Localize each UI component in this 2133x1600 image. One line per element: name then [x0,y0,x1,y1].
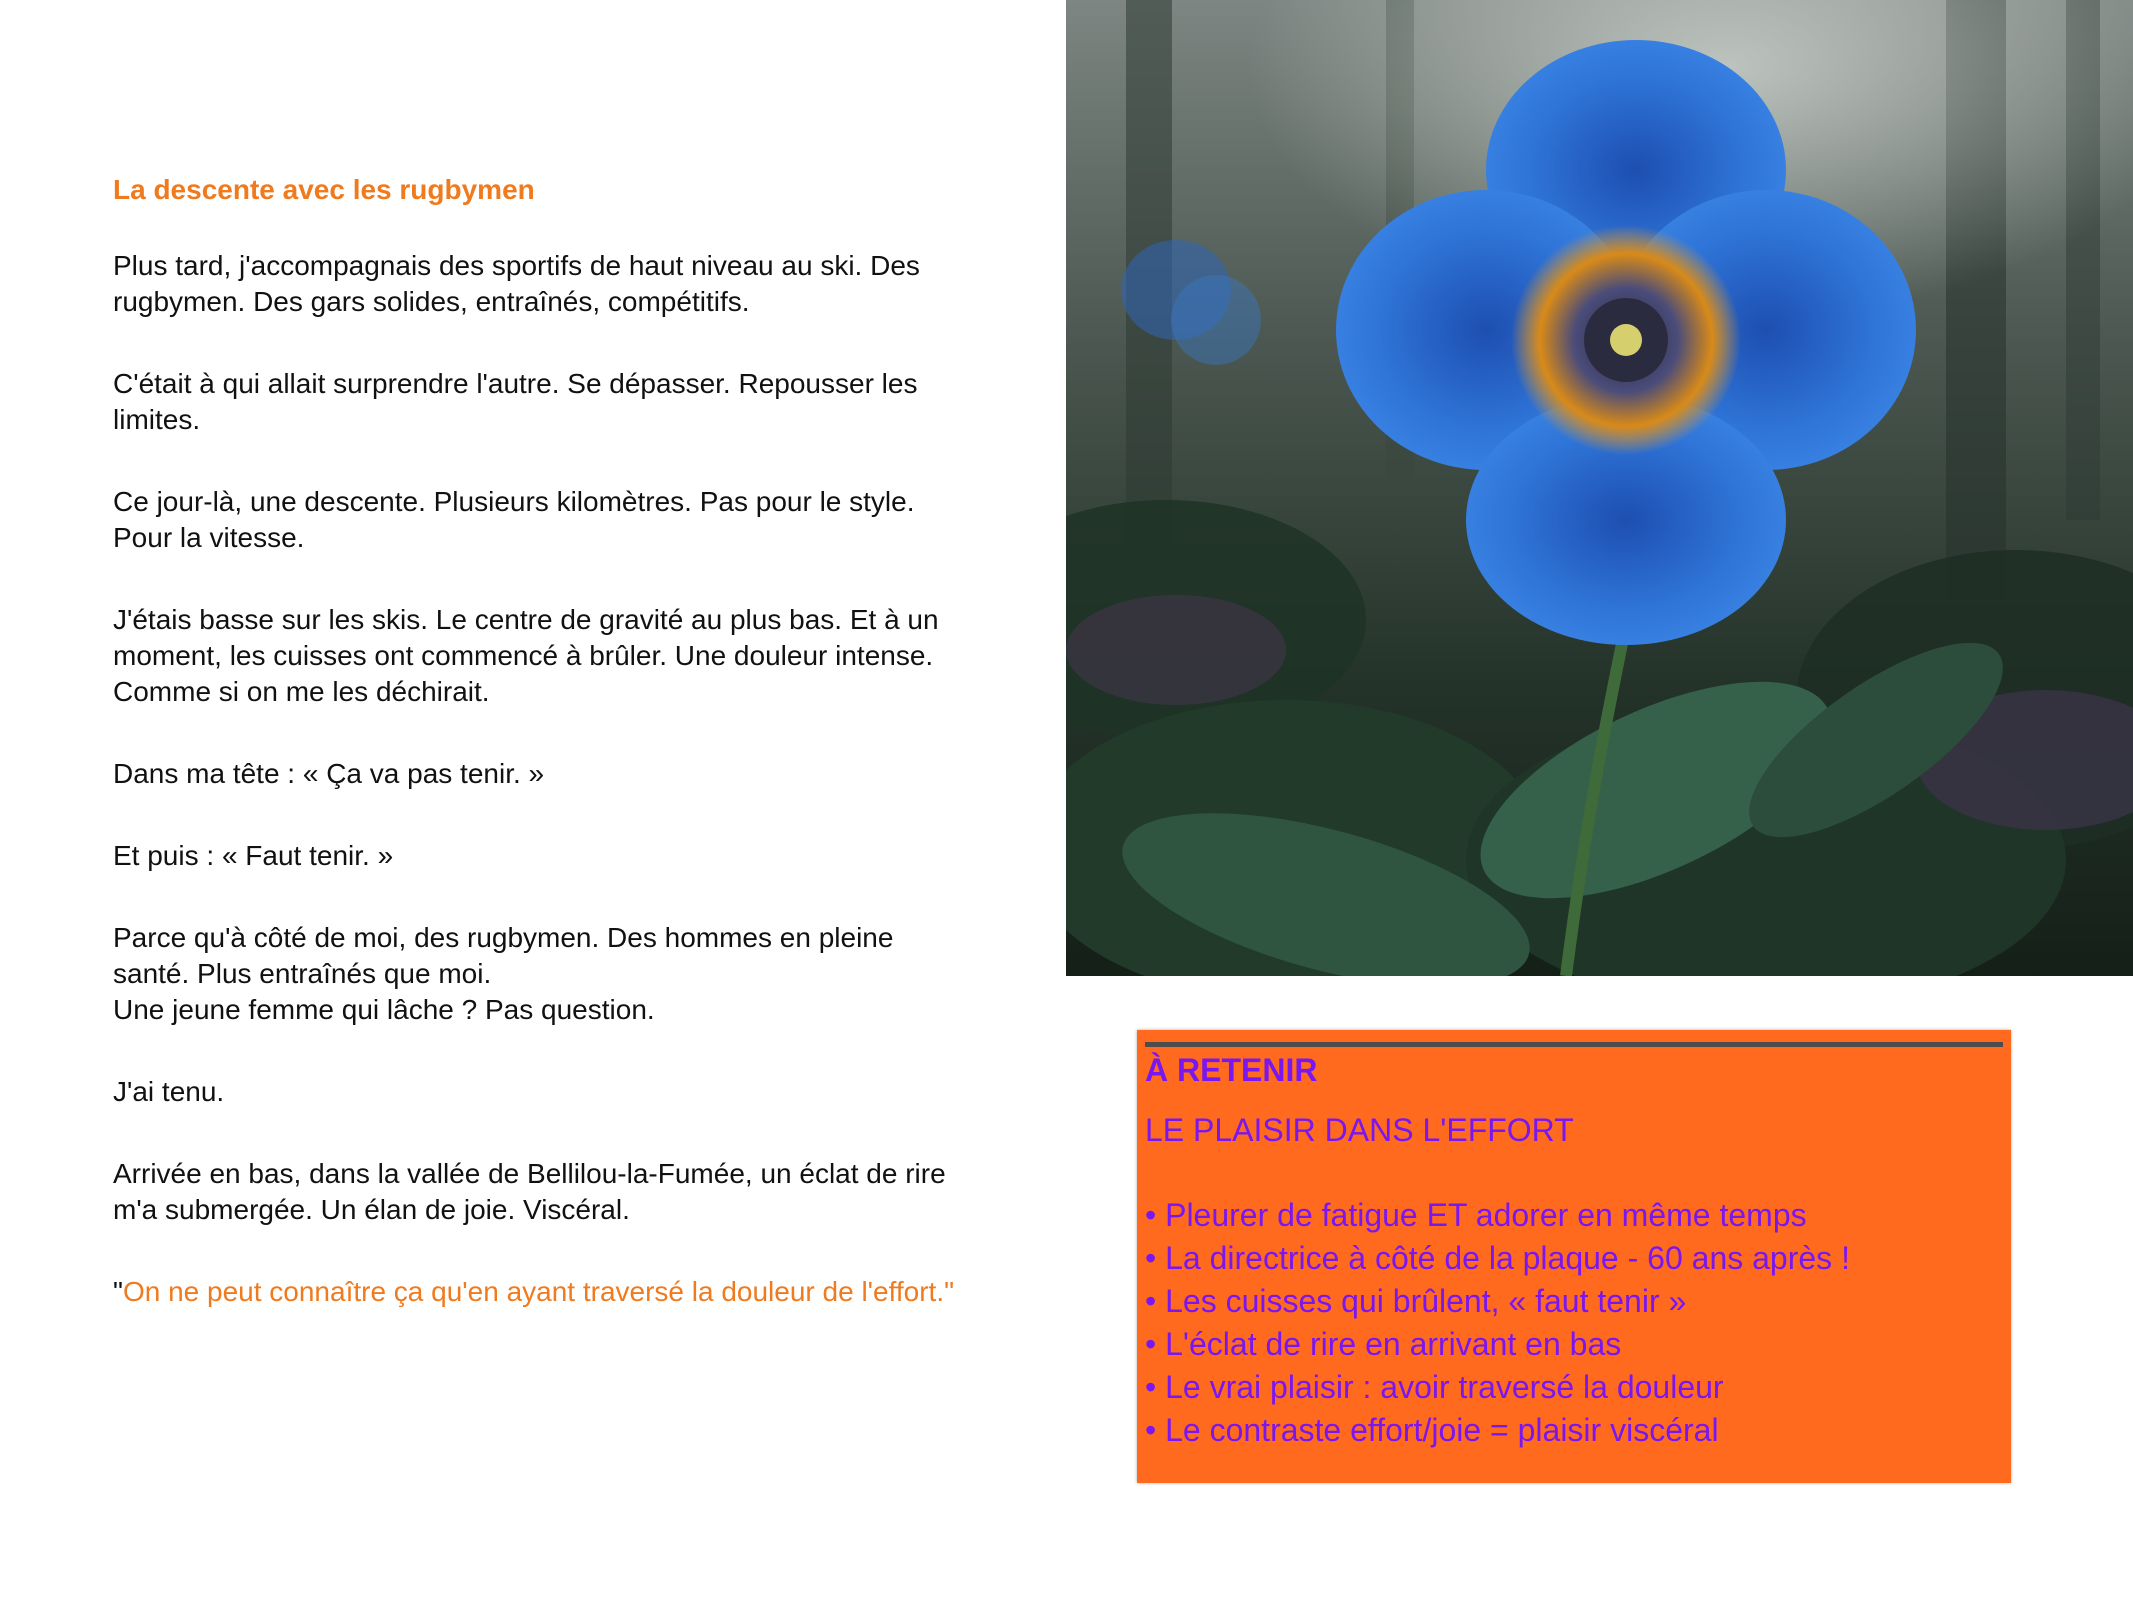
retenir-title: À RETENIR [1145,1052,1318,1088]
retenir-item: • Le vrai plaisir : avoir traversé la douleur [1145,1369,1724,1405]
article-paragraph [113,756,1043,792]
paragraph-line: Et puis : « Faut tenir. » [113,840,394,871]
article-paragraph [113,838,1043,874]
paragraph-line: m'a submergée. Un élan de joie. Viscéral. [113,1194,630,1225]
retenir-item: • Les cuisses qui brûlent, « faut tenir » [1145,1283,1687,1319]
article-body [113,248,1043,1228]
quote-open-mark: " [113,1276,123,1307]
paragraph-line: J'ai tenu. [113,1076,225,1107]
retenir-top-rule [1145,1042,2003,1047]
blue-poppy-photo [1066,0,2133,976]
paragraph-line: Plus tard, j'accompagnais des sportifs de haut niveau au ski. Des [113,250,920,281]
article-paragraph [113,484,1043,556]
retenir-item: • L'éclat de rire en arrivant en bas [1145,1326,1622,1362]
retenir-item: • La directrice à côté de la plaque - 60 ans après ! [1145,1240,1850,1276]
retenir-list [1145,1194,2003,1452]
article-paragraph [113,248,1043,320]
paragraph-line: Pour la vitesse. [113,522,305,553]
paragraph-line: Comme si on me les déchirait. [113,676,490,707]
article-paragraph [113,1074,1043,1110]
article-paragraph [113,920,1043,1028]
paragraph-line: Parce qu'à côté de moi, des rugbymen. Des hommes en pleine [113,922,894,953]
paragraph-line: Ce jour-là, une descente. Plusieurs kilomètres. Pas pour le style. [113,486,915,517]
retenir-box [1137,1030,2011,1483]
paragraph-line: Dans ma tête : « Ça va pas tenir. » [113,758,545,789]
paragraph-line: limites. [113,404,201,435]
article [113,172,1043,1310]
quote-text: On ne peut connaître ça qu'en ayant traversé la douleur de l'effort." [122,1276,955,1307]
paragraph-line: Arrivée en bas, dans la vallée de Bellilou-la-Fumée, un éclat de rire [113,1158,946,1189]
paragraph-line: C'était à qui allait surprendre l'autre. Se dépasser. Repousser les [113,368,918,399]
paragraph-line: santé. Plus entraînés que moi. [113,958,492,989]
paragraph-line: Une jeune femme qui lâche ? Pas question. [113,994,655,1025]
paragraph-line: rugbymen. Des gars solides, entraînés, compétitifs. [113,286,750,317]
article-quote [113,1274,1043,1310]
article-paragraph [113,1156,1043,1228]
retenir-item: • Pleurer de fatigue ET adorer en même temps [1145,1197,1807,1233]
paragraph-line: J'étais basse sur les skis. Le centre de gravité au plus bas. Et à un [113,604,939,635]
article-title: La descente avec les rugbymen [113,174,535,205]
retenir-item: • Le contraste effort/joie = plaisir viscéral [1145,1412,1719,1448]
paragraph-line: moment, les cuisses ont commencé à brûler. Une douleur intense. [113,640,934,671]
article-paragraph [113,602,1043,710]
retenir-subtitle: LE PLAISIR DANS L'EFFORT [1145,1112,1574,1148]
article-paragraph [113,366,1043,438]
